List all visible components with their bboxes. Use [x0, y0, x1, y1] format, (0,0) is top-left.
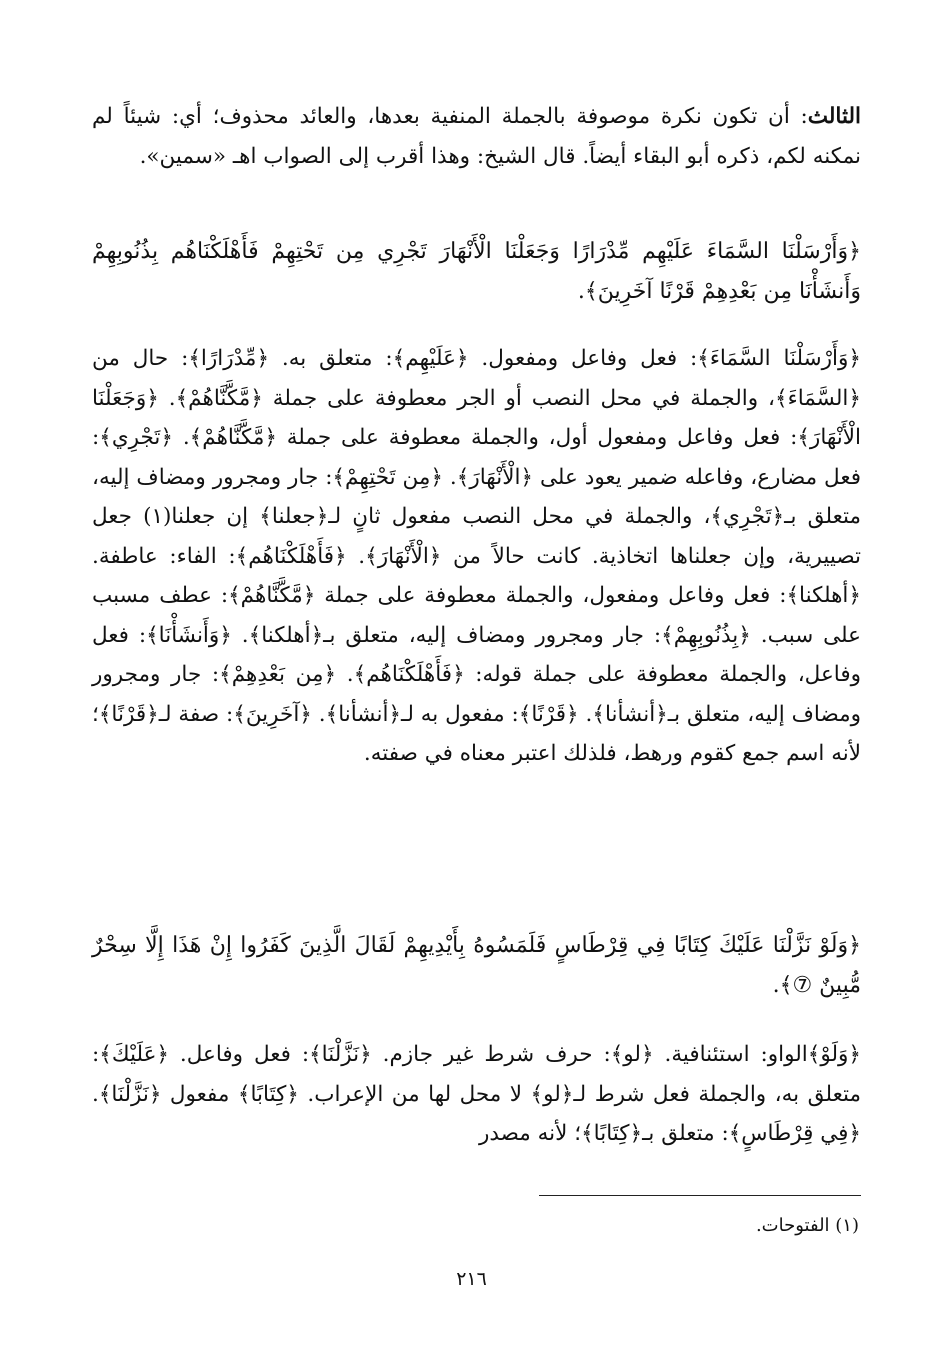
page-number: ٢١٦ — [456, 1268, 487, 1290]
paragraph-lead-word: الثالث — [807, 104, 861, 129]
footnote-divider — [539, 1195, 861, 1196]
footnote: (١) الفتوحات. — [755, 1215, 859, 1236]
quran-verse-6: ﴿وَأَرْسَلْنَا السَّمَاءَ عَلَيْهِم مِّدْرَارًا وَجَعَلْنَا الْأَنْهَارَ تَجْرِي مِن تَحْتِهِمْ فَأَهْلَكْنَاهُم بِذُنُوبِهِمْ وَأَنشَأْنَا مِن بَعْدِهِمْ قَرْنًا آخَرِينَ﴾. — [92, 239, 861, 304]
paragraph-grammar-analysis-verse-6: ﴿وَأَرْسَلْنَا السَّمَاءَ﴾: فعل وفاعل ومفعول. ﴿عَلَيْهِم﴾: متعلق به. ﴿مِّدْرَارًا﴾: حال من ﴿السَّمَاءَ﴾، والجملة في محل النصب أو الجر معطوفة على جملة ﴿مَّكَّنَّاهُمْ﴾. ﴿وَجَعَلْنَا الْأَنْهَارَ﴾: فعل وفاعل ومفعول أول، والجملة معطوفة على جملة ﴿مَّكَّنَّاهُمْ﴾. ﴿تَجْرِي﴾: فعل مضارع، وفاعله ضمير يعود على ﴿الْأَنْهَارَ﴾. ﴿مِن تَحْتِهِمْ﴾: جار ومجرور ومضاف إليه، متعلق بـ﴿تَجْرِي﴾، والجملة في محل النصب مفعول ثانٍ لـ﴿جعلنا﴾ إن جعلنا(١) جعل تصييرية، وإن جعلناها اتخاذية. كانت حالاً من ﴿الْأَنْهَارَ﴾. ﴿فَأَهْلَكْنَاهُم﴾: الفاء: عاطفة. ﴿أهلكنا﴾: فعل وفاعل ومفعول، والجملة معطوفة على جملة ﴿مَّكَّنَّاهُمْ﴾: عطف مسبب على سبب. ﴿بِذُنُوبِهِمْ﴾: جار ومجرور ومضاف إليه، متعلق بـ﴿أهلكنا﴾. ﴿وَأَنشَأْنَا﴾: فعل وفاعل، والجملة معطوفة على جملة قوله: ﴿فَأَهْلَكْنَاهُم﴾. ﴿مِن بَعْدِهِمْ﴾: جار ومجرور ومضاف إليه، متعلق بـ﴿أنشأنا﴾. ﴿قَرْنًا﴾: مفعول به لـ﴿أنشأنا﴾. ﴿آخَرِينَ﴾: صفة لـ﴿قَرْنًا﴾؛ لأنه اسم جمع كقوم ورهط، فلذلك اعتبر معناه في صفته. — [92, 346, 862, 766]
paragraph-grammar-analysis-verse-7: ﴿وَلَوْ﴾الواو: استئنافية. ﴿لو﴾: حرف شرط غير جازم. ﴿نَزَّلْنَا﴾: فعل وفاعل. ﴿عَلَيْكَ﴾: متعلق به، والجملة فعل شرط لـ﴿لو﴾ لا محل لها من الإعراب. ﴿كِتَابًا﴾ مفعول ﴿نَزَّلْنَا﴾. ﴿فِي قِرْطَاسٍ﴾: متعلق بـ﴿كِتَابًا﴾؛ لأنه مصدر — [92, 1042, 861, 1146]
quran-verse-7: ﴿وَلَوْ نَزَّلْنَا عَلَيْكَ كِتَابًا فِي قِرْطَاسٍ فَلَمَسُوهُ بِأَيْدِيهِمْ لَقَالَ الَّذِينَ كَفَرُوا إِنْ هَذَا إِلَّا سِحْرٌ مُّبِينٌ ⑦﴾. — [92, 933, 861, 998]
paragraph-third-case — [92, 97, 861, 176]
paragraph-text: : أن تكون نكرة موصوفة بالجملة المنفية بعدها، والعائد محذوف؛ أي: شيئاً لم نمكنه لكم، ذكره أبو البقاء أيضاً. قال الشيخ: وهذا أقرب إلى الصواب اهـ «سمين». — [92, 104, 861, 169]
